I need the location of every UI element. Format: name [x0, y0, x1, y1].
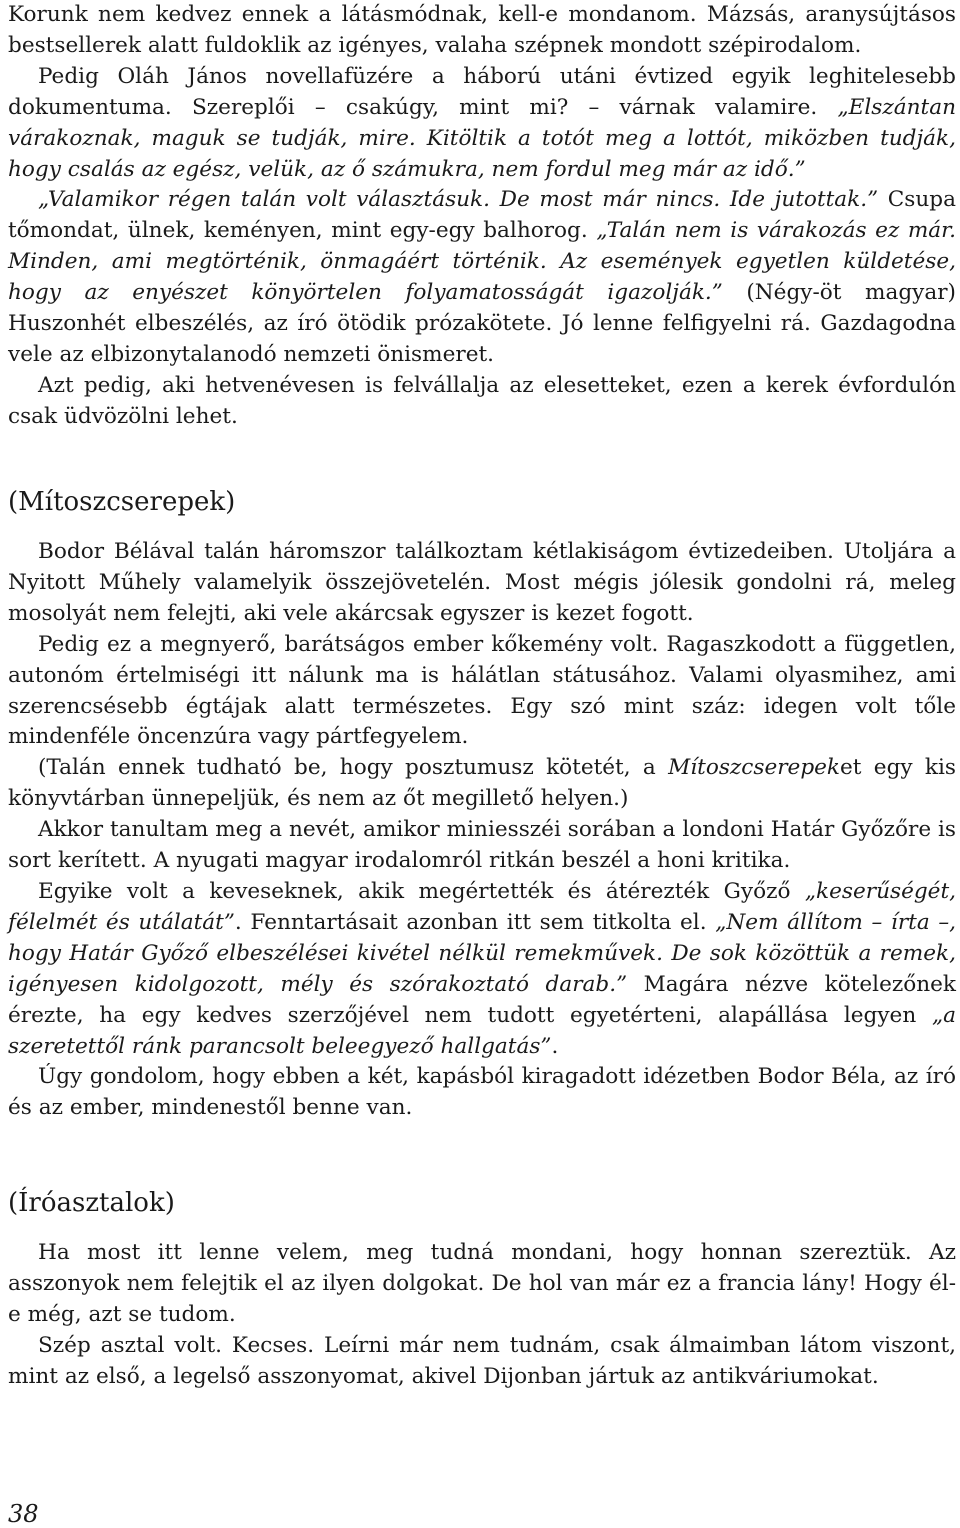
paragraph — [8, 185, 956, 370]
iro-section — [8, 1238, 956, 1393]
paragraph — [8, 62, 956, 186]
paragraph: Bodor Bélával talán háromszor találkoztam kétlakiságom évtizedeiben. Utoljára a Nyitott Műhely valamelyik összejövetelén. Most mégis jólesik gondolni rá, meleg mosolyát nem felejti, aki vele akárcsak egyszer is kezet fogott. — [8, 539, 956, 626]
text: Csupa tőmondat, ülnek, keményen, mint egy-egy balhorog. — [8, 187, 956, 244]
text: (Négy-öt magyar) Huszonhét elbeszélés, az író ötödik prózakötete. Jó lenne felfigyelni rá. Gazdagodna vele az elbizonytalanodó nemzeti önismeret. — [8, 280, 956, 367]
mitosz-section — [8, 537, 956, 1124]
text: (Talán ennek tudható be, hogy posztumusz kötetét, a — [38, 755, 669, 781]
text: Pedig Oláh János novellafüzére a háború utáni évtized egyik leghitelesebb dokumentuma. Szereplői – csakúgy, mint mi? – várnak valamire. — [8, 63, 956, 120]
paragraph — [8, 877, 956, 1062]
text: Korunk nem kedvez ennek a látásmódnak, kell-e mondanom. Mázsás, aranysújtásos bestsellerek alatt fuldoklik az igényes, valaha szépnek mondott szépirodalom. — [8, 2, 956, 58]
intro-section — [8, 0, 956, 433]
paragraph: Pedig ez a megnyerő, barátságos ember kőkemény volt. Ragaszkodott a független, autonóm értelmiségi itt nálunk ma is hálátlan státusához. Valami olyasmihez, ami szerencsésebb égtájak alatt természetes. Egy szó mint száz: idegen volt tőle mindenféle öncenzúra vagy pártfegyelem. — [8, 631, 956, 750]
book-title: Mítoszcserepek — [668, 755, 841, 781]
quote: „Talán nem is várakozás ez már. Minden, ami megtörténik, önmagáért történik. Az események egyetlen küldetése, hogy az enyészet könyörtelen folyamatosságát igazolják.” — [8, 218, 956, 306]
quote: „Valamikor régen talán volt választásuk. De most már nincs. Ide jutottak.” — [38, 187, 879, 213]
text: Azt pedig, aki hetvenévesen is felvállalja az elesetteket, ezen a kerek évfordulón csak üdvözölni lehet. — [8, 372, 956, 429]
section-heading: (Íróasztalok) — [8, 1188, 175, 1218]
paragraph: Úgy gondolom, hogy ebben a két, kapásból kiragadott idézetben Bodor Béla, az író és az ember, mindenestől benne van. — [8, 1064, 956, 1121]
paragraph: Akkor tanultam meg a nevét, amikor miniesszéi sorában a londoni Határ Győzőre is sort kerített. A nyugati magyar irodalomról ritkán beszél a honi kritika. — [8, 817, 956, 874]
quote: „Elszántan várakoznak, maguk se tudják, mire. Kitöltik a totót meg a lottót, miközben tudják, hogy csalás az egész, velük, az ő számukra, nem fordul meg már az idő.” — [8, 94, 956, 182]
text: . Fenntartásait azonban itt sem titkolta el. — [234, 909, 716, 935]
text: et egy kis könyvtárban ünnepeljük, és nem az őt megillető helyen.) — [8, 755, 957, 812]
section-heading: (Mítoszcserepek) — [8, 487, 236, 517]
text: Magára nézve kötelezőnek érezte, ha egy kedves szerzőjével nem tudott egyetérteni, alapállása legyen — [8, 971, 956, 1028]
paragraph: Szép asztal volt. Kecses. Leírni már nem tudnám, csak álmaimban látom viszont, mint az első, a legelső asszonyomat, akivel Dijonban jártuk az antikváriumokat. — [8, 1332, 956, 1389]
text: Egyike volt a keveseknek, akik megértették és átérezték Győző — [38, 878, 805, 904]
paragraph — [8, 753, 956, 815]
paragraph — [8, 371, 956, 433]
quote: „keserűségét, félelmét és utálatát” — [8, 878, 956, 935]
quote: „Nem állítom – írta –, hogy Határ Győző elbeszélései kivétel nélkül remekművek. De sok közöttük a remek, igényesen kidolgozott, mély és szórakoztató darab.” — [8, 909, 956, 997]
quote: „a szeretettől ránk parancsolt beleegyező hallgatás” — [8, 1002, 956, 1059]
paragraph — [8, 0, 956, 62]
page-number: 38 — [8, 1500, 39, 1528]
text: . — [551, 1033, 559, 1059]
paragraph: Ha most itt lenne velem, meg tudná mondani, hogy honnan szereztük. Az asszonyok nem felejtik el az ilyen dolgokat. De hol van már ez a francia lány! Hogy él-e még, azt se tudom. — [8, 1240, 956, 1327]
